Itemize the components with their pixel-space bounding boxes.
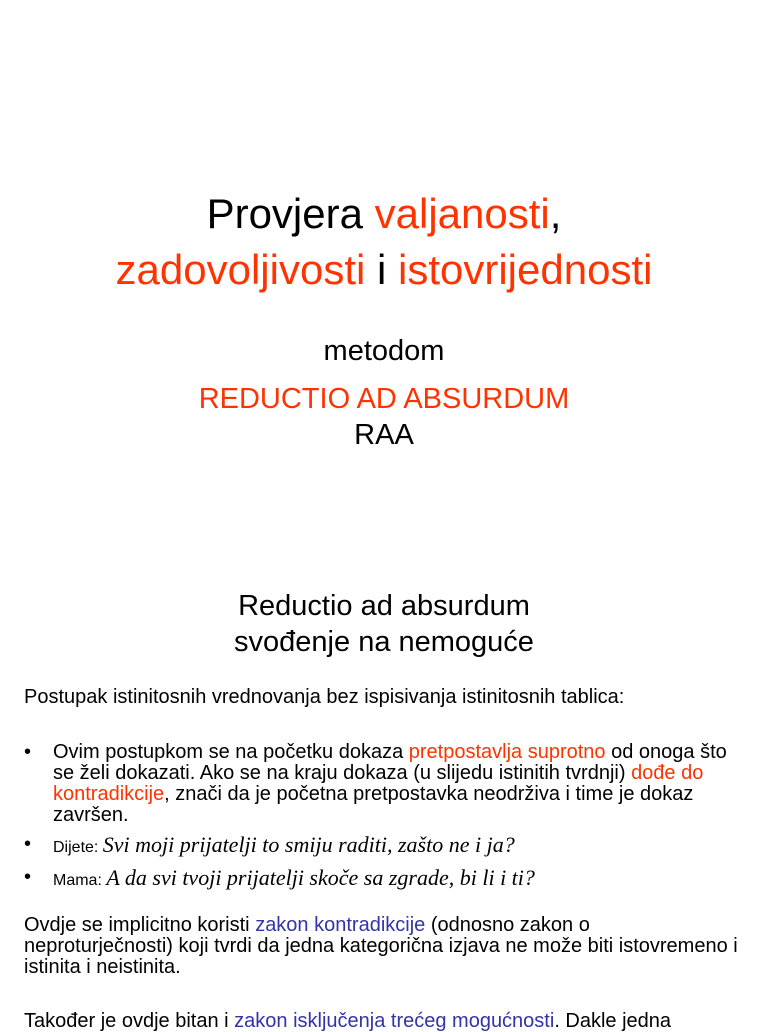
bullet-text-part: Ovim postupkom se na početku dokaza bbox=[53, 741, 409, 763]
paragraph-text-part: . Dakle jedna bbox=[554, 1010, 672, 1032]
section-heading bbox=[0, 588, 768, 660]
bullet-icon: • bbox=[24, 833, 32, 855]
method-label: metodom bbox=[323, 335, 445, 367]
paragraph-text-part: (odnosno zakon o neproturječnosti) koji tvrdi da jedna kategorična izjava ne može biti istovremeno i istinita i neistinita. bbox=[24, 914, 738, 978]
bullet-text bbox=[53, 867, 744, 891]
bullet-icon: • bbox=[24, 866, 32, 888]
section-heading-line2: svođenje na nemoguće bbox=[234, 626, 534, 658]
paragraph-text-part: Također je ovdje bitan i bbox=[24, 1010, 235, 1032]
bullet-text bbox=[53, 834, 744, 858]
speaker-label-mother: Mama: bbox=[53, 872, 107, 889]
title-highlight-zadovoljivost: zadovoljivosti bbox=[115, 246, 366, 293]
title-highlight-valjanost: valjanosti bbox=[374, 190, 550, 237]
link-zakon-kontradikcije[interactable]: zakon kontradikcije bbox=[255, 914, 426, 936]
title-text: Provjera bbox=[206, 190, 375, 237]
bullet-icon: • bbox=[24, 741, 32, 763]
highlight-pretpostavlja-suprotno: pretpostavlja suprotno bbox=[408, 741, 606, 763]
title-highlight-istovrijednost: istovrijednosti bbox=[398, 246, 653, 293]
bullet-text bbox=[53, 742, 744, 826]
link-zakon-iskljucenja[interactable]: zakon isključenja trećeg mogućnosti bbox=[234, 1010, 555, 1032]
quote-mother: A da svi tvoji prijatelji skoče sa zgrade, bi li i ti? bbox=[106, 865, 535, 890]
intro-text: Postupak istinitosnih vrednovanja bez ispisivanja istinitosnih tablica: bbox=[24, 686, 625, 708]
paragraph-excluded-middle bbox=[24, 1011, 764, 1032]
title-conjunction: i bbox=[365, 246, 398, 293]
section-heading-line1: Reductio ad absurdum bbox=[238, 590, 530, 622]
slide-title bbox=[0, 186, 768, 298]
method-block bbox=[0, 381, 768, 453]
highlight-dode-do-kontradikcije: dođe do kontradikcije bbox=[53, 762, 704, 805]
method-name: REDUCTIO AD ABSURDUM bbox=[198, 383, 570, 415]
bullet-text-part: od onoga što se želi dokazati. Ako se na kraju dokaza (u slijedu istinitih tvrdnji) bbox=[53, 741, 727, 784]
bullet-item-method bbox=[24, 742, 744, 826]
bullet-item-child-quote bbox=[24, 834, 744, 858]
bullet-item-mother-quote bbox=[24, 867, 744, 891]
title-comma: , bbox=[549, 190, 562, 237]
method-abbreviation: RAA bbox=[354, 419, 414, 451]
quote-child: Svi moji prijatelji to smiju raditi, zašto ne i ja? bbox=[102, 832, 515, 857]
bullet-text-part: , znači da je početna pretpostavka neodrživa i time je dokaz završen. bbox=[53, 783, 694, 826]
speaker-label-child: Dijete: bbox=[53, 839, 103, 856]
paragraph-text-part: Ovdje se implicitno koristi bbox=[24, 914, 256, 936]
paragraph-contradiction-law bbox=[24, 915, 744, 978]
